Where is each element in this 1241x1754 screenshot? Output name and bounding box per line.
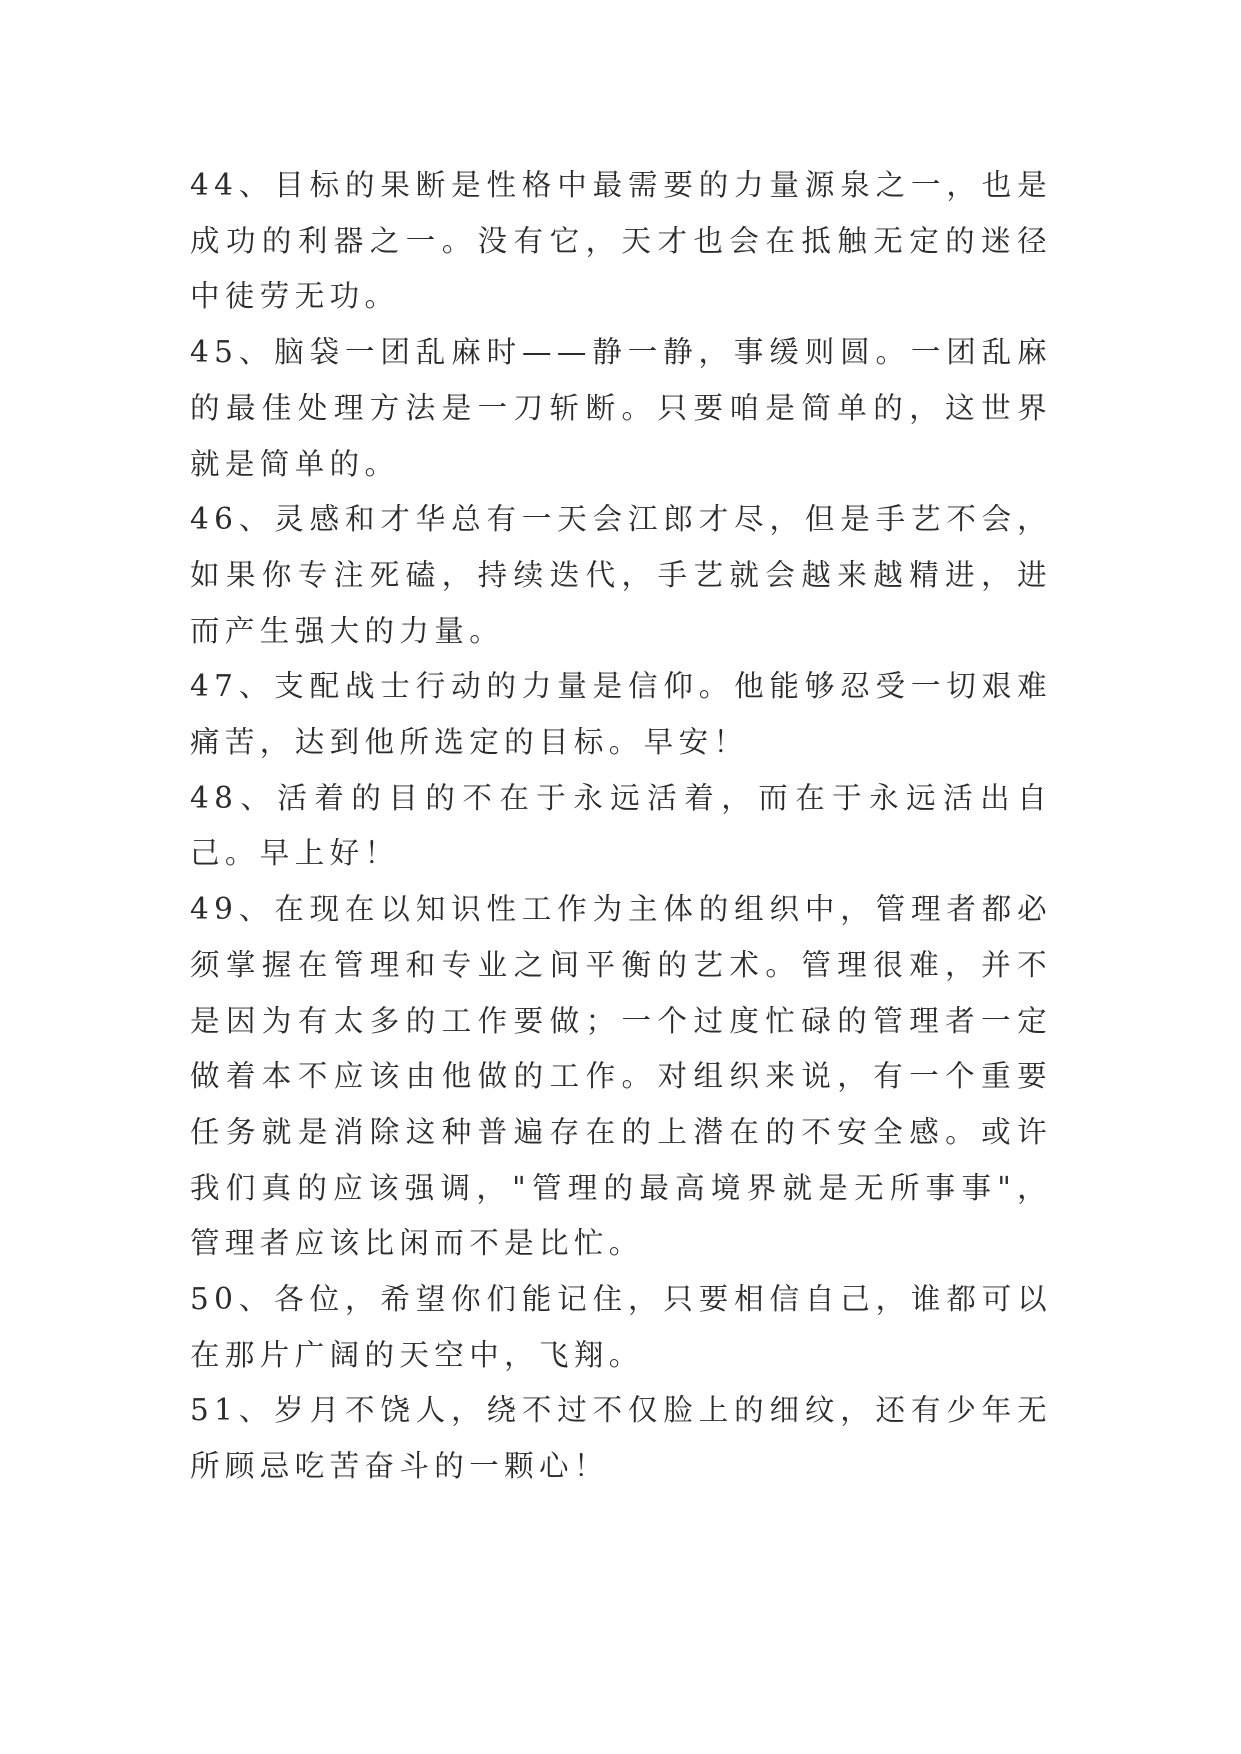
quote-entry-51: 51、岁月不饶人，绕不过不仅脸上的细纹，还有少年无所顾忌吃苦奋斗的一颗心！ [190,1393,1052,1484]
quote-entry-44: 44、目标的果断是性格中最需要的力量源泉之一，也是成功的利器之一。没有它，天才也会在抵触无定的迷径中徒劳无功。 [190,168,1052,314]
quote-entry-48: 48、活着的目的不在于永远活着，而在于永远活出自己。早上好！ [190,780,1052,871]
document-body [190,158,1052,1495]
quote-entry-46: 46、灵感和才华总有一天会江郎才尽，但是手艺不会，如果你专注死磕，持续迭代，手艺就会越来越精进，进而产生强大的力量。 [190,502,1052,648]
quote-entry-45: 45、脑袋一团乱麻时——静一静，事缓则圆。一团乱麻的最佳处理方法是一刀斩断。只要咱是简单的，这世界就是简单的。 [190,335,1052,481]
quote-entry-47: 47、支配战士行动的力量是信仰。他能够忍受一切艰难痛苦，达到他所选定的目标。早安！ [190,669,1052,760]
quote-entry-50: 50、各位，希望你们能记住，只要相信自己，谁都可以在那片广阔的天空中，飞翔。 [190,1282,1052,1372]
quote-entry-49: 49、在现在以知识性工作为主体的组织中，管理者都必须掌握在管理和专业之间平衡的艺术。管理很难，并不是因为有太多的工作要做；一个过度忙碌的管理者一定做着本不应该由他做的工作。对组织来说，有一个重要任务就是消除这种普遍存在的上潜在的不安全感。或许我们真的应该强调，"管理的最高境界就是无所事事"，管理者应该比闲而不是比忙。 [190,892,1052,1261]
